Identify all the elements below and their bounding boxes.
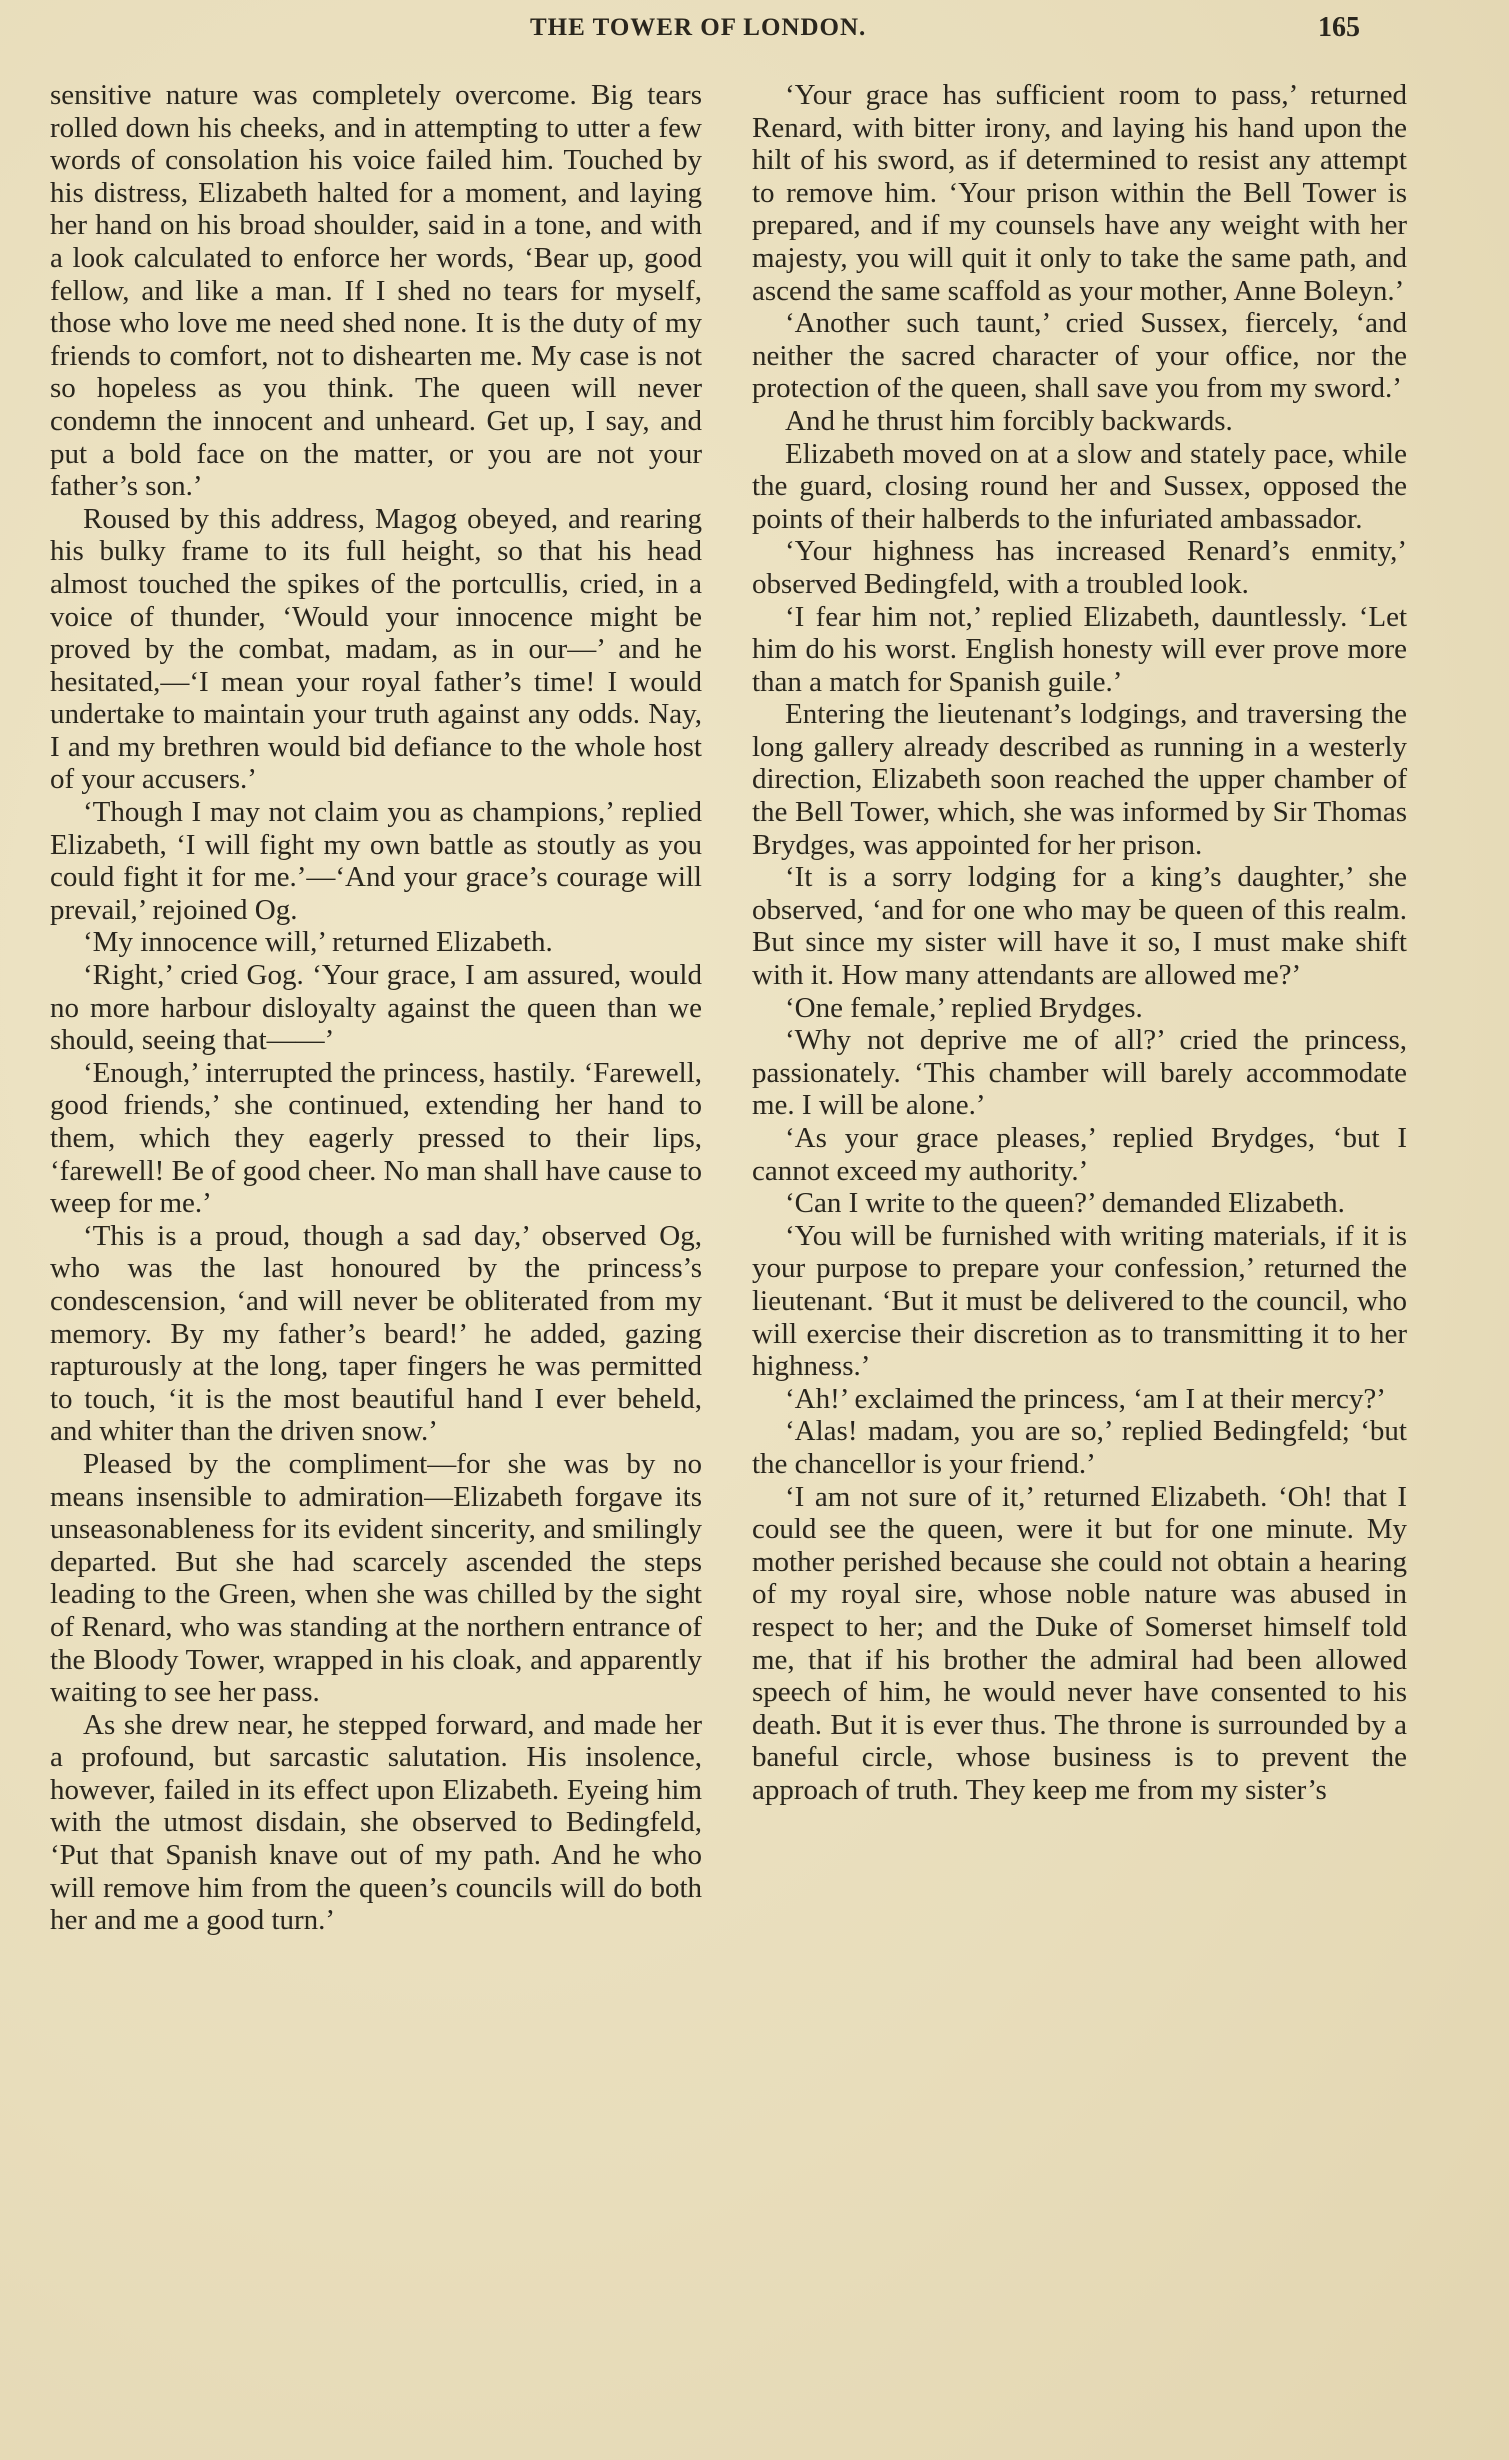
- paragraph: ‘You will be furnished with writing materials, if it is your purpose to prepare your confession,’ returned the lieutenant. ‘But it must be delivered to the council, who will exercise their discretion as to transmitting it to her highness.’: [752, 1219, 1407, 1383]
- paragraph: ‘Right,’ cried Gog. ‘Your grace, I am assured, would no more harbour disloyalty against the queen than we should, seeing that——’: [50, 959, 702, 1057]
- paragraph: ‘One female,’ replied Brydges.: [785, 991, 1143, 1024]
- paragraph: Roused by this address, Magog obeyed, and rearing his bulky frame to its full height, so that his head almost touched the spikes of the portcullis, cried, in a voice of thunder, ‘Would your innocence might be proved by the combat, madam, as in our—’ and he hesitated,—‘I mean your royal father’s time! I would undertake to maintain your truth against any odds. Nay, I and my brethren would bid defiance to the whole host of your accusers.’: [50, 502, 702, 796]
- paragraph: ‘Enough,’ interrupted the princess, hastily. ‘Farewell, good friends,’ she continued, extending her hand to them, which they eagerly pressed to their lips, ‘farewell! Be of good cheer. No man shall have cause to weep for me.’: [50, 1056, 702, 1220]
- paragraph: Elizabeth moved on at a slow and stately pace, while the guard, closing round her and Sussex, opposed the points of their halberds to the infuriated ambassador.: [752, 437, 1407, 535]
- paragraph: As she drew near, he stepped forward, and made her a profound, but sarcastic salutation. His insolence, however, failed in its effect upon Elizabeth. Eyeing him with the utmost disdain, she observed to Bedingfeld, ‘Put that Spanish knave out of my path. And he who will remove him from the queen’s councils will do both her and me a good turn.’: [50, 1708, 702, 1937]
- paragraph: sensitive nature was completely overcome. Big tears rolled down his cheeks, and in attempting to utter a few words of consolation his voice failed him. Touched by his distress, Elizabeth halted for a moment, and laying her hand on his broad shoulder, said in a tone, and with a look calculated to enforce her words, ‘Bear up, good fellow, and like a man. If I shed no tears for myself, those who love me need shed none. It is the duty of my friends to comfort, not to dishearten me. My case is not so hopeless as you think. The queen will never condemn the innocent and unheard. Get up, I say, and put a bold face on the matter, or you are not your father’s son.’: [50, 79, 702, 503]
- paragraph: And he thrust him forcibly backwards.: [785, 404, 1233, 437]
- left-column: [50, 79, 702, 1937]
- right-column: [752, 79, 1407, 1806]
- paragraph: ‘This is a proud, though a sad day,’ observed Og, who was the last honoured by the princess’s condescension, ‘and will never be obliterated from my memory. By my father’s beard!’ he added, gazing rapturously at the long, taper fingers he was permitted to touch, ‘it is the most beautiful hand I ever beheld, and whiter than the driven snow.’: [50, 1219, 702, 1448]
- paragraph: ‘Though I may not claim you as champions,’ replied Elizabeth, ‘I will fight my own battle as stoutly as you could fight it for me.’—‘And your grace’s courage will prevail,’ rejoined Og.: [50, 796, 702, 926]
- paragraph: ‘I am not sure of it,’ returned Elizabeth. ‘Oh! that I could see the queen, were it but for one minute. My mother perished because she could not obtain a hearing of my royal sire, whose noble nature was abused in respect to her; and the Duke of Somerset himself told me, that if his brother the admiral had been allowed speech of him, he would never have consented to his death. But it is ever thus. The throne is surrounded by a baneful circle, whose business is to prevent the approach of truth. They keep me from my sister’s: [752, 1480, 1407, 1806]
- paragraph: ‘Your grace has sufficient room to pass,’ returned Renard, with bitter irony, and laying his hand upon the hilt of his sword, as if determined to resist any attempt to remove him. ‘Your prison within the Bell Tower is prepared, and if my counsels have any weight with her majesty, you will quit it only to take the same path, and ascend the same scaffold as your mother, Anne Boleyn.’: [752, 79, 1407, 307]
- paragraph: ‘It is a sorry lodging for a king’s daughter,’ she observed, ‘and for one who may be queen of this realm. But since my sister will have it so, I must make shift with it. How many attendants are allowed me?’: [752, 861, 1407, 992]
- paragraph: ‘Can I write to the queen?’ demanded Elizabeth.: [785, 1187, 1345, 1220]
- page-header: [0, 10, 1509, 54]
- paragraph: ‘Alas! madam, you are so,’ replied Bedingfeld; ‘but the chancellor is your friend.’: [752, 1415, 1407, 1480]
- paragraph: ‘Your highness has increased Renard’s enmity,’ observed Bedingfeld, with a troubled look.: [752, 535, 1407, 600]
- paragraph: Entering the lieutenant’s lodgings, and traversing the long gallery already described as running in a westerly direction, Elizabeth soon reached the upper chamber of the Bell Tower, which, she was informed by Sir Thomas Brydges, was appointed for her prison.: [752, 698, 1407, 861]
- paragraph: ‘Ah!’ exclaimed the princess, ‘am I at their mercy?’: [785, 1382, 1386, 1415]
- paragraph: ‘As your grace pleases,’ replied Brydges, ‘but I cannot exceed my authority.’: [752, 1122, 1407, 1187]
- page-number: 165: [1318, 12, 1360, 43]
- running-title: THE TOWER OF LONDON.: [530, 14, 867, 41]
- paragraph: Pleased by the compliment—for she was by no means insensible to admiration—Elizabeth forgave its unseasonableness for its evident sincerity, and smilingly departed. But she had scarcely ascended the steps leading to the Green, when she was chilled by the sight of Renard, who was standing at the northern entrance of the Bloody Tower, wrapped in his cloak, and apparently waiting to see her pass.: [50, 1447, 702, 1709]
- paragraph: ‘Why not deprive me of all?’ cried the princess, passionately. ‘This chamber will barely accommodate me. I will be alone.’: [752, 1024, 1407, 1122]
- paragraph: ‘Another such taunt,’ cried Sussex, fiercely, ‘and neither the sacred character of your office, nor the protection of the queen, shall save you from my sword.’: [752, 307, 1407, 405]
- paragraph: ‘My innocence will,’ returned Elizabeth.: [83, 926, 553, 959]
- paragraph: ‘I fear him not,’ replied Elizabeth, dauntlessly. ‘Let him do his worst. English honesty will ever prove more than a match for Spanish guile.’: [752, 600, 1407, 698]
